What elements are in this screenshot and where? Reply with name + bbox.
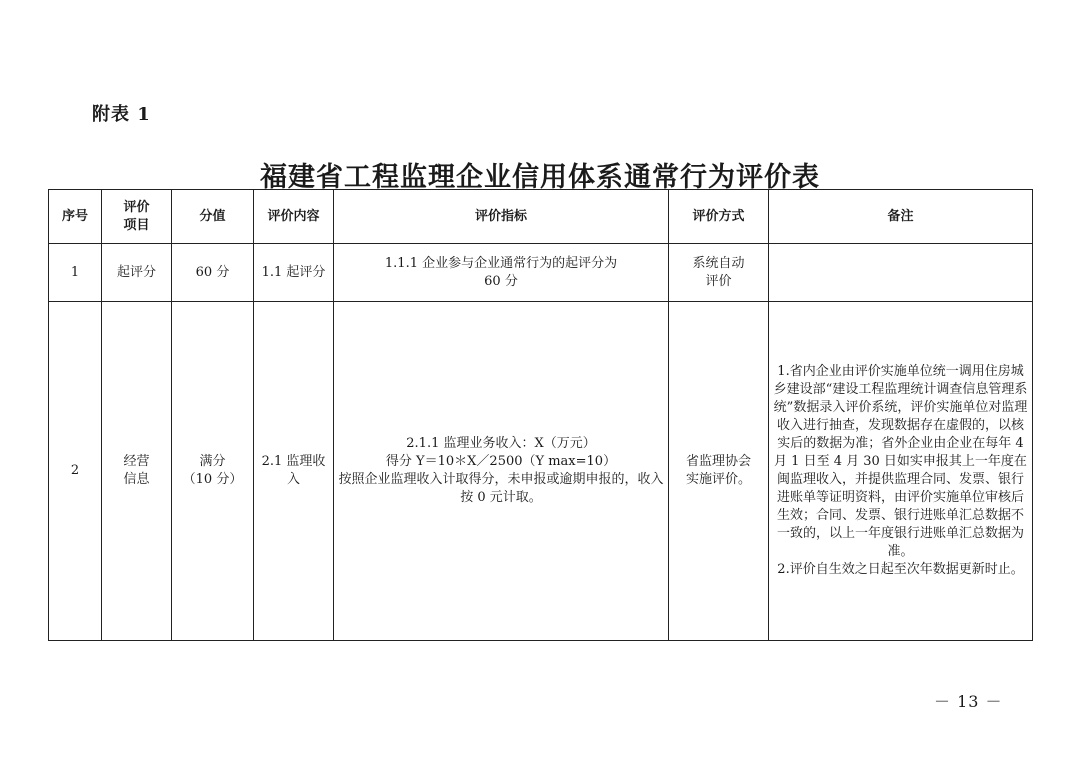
evaluation-table xyxy=(48,189,1033,641)
item-line2: 信息 xyxy=(123,472,150,487)
indicator-line1: 2.1.1 监理业务收入：X（万元） xyxy=(406,436,596,451)
cell-remark xyxy=(769,302,1033,641)
indicator-line2: 得分 Y＝10＊X／2500（Y max=10） xyxy=(385,454,617,469)
cell-score: 60 分 xyxy=(172,244,254,302)
header-item-line1: 评价 xyxy=(123,199,150,215)
cell-method xyxy=(669,302,769,641)
method-line1: 省监理协会 xyxy=(685,454,751,469)
item-line1: 经营 xyxy=(123,454,150,469)
table-header-row xyxy=(49,190,1033,244)
page-number: － 13 － xyxy=(934,692,1003,711)
cell-seq: 1 xyxy=(49,244,102,302)
method-line1: 系统自动 xyxy=(692,255,745,271)
header-seq: 序号 xyxy=(49,190,102,244)
score-line1: 满分 xyxy=(199,454,226,469)
cell-item xyxy=(102,302,172,641)
cell-indicator xyxy=(334,244,669,302)
cell-method xyxy=(669,244,769,302)
header-indicator: 评价指标 xyxy=(334,190,669,244)
header-content: 评价内容 xyxy=(254,190,334,244)
method-line2: 评价 xyxy=(705,273,732,289)
method-line2: 实施评价。 xyxy=(685,472,751,487)
remark-paragraph-1: 1.省内企业由评价实施单位统一调用住房城乡建设部“建设工程监理统计调查信息管理系统”数据录入评价系统，评价实施单位对监理收入进行抽查，发现数据存在虚假的，以核实后的数据为准；省外企业由企业在每年 4 月 1 日至 4 月 30 日如实申报其上一年度在闽监理收入，并提供监理合同、发票、银行进账单等证明资料，由评价实施单位审核后生效；合同、发票、银行进账单汇总数据不一致的，以上一年度银行进账单汇总数据为准。 xyxy=(773,364,1028,559)
document-title: 福建省工程监理企业信用体系通常行为评价表 xyxy=(260,162,820,193)
cell-seq: 2 xyxy=(49,302,102,641)
header-method: 评价方式 xyxy=(669,190,769,244)
indicator-line2: 60 分 xyxy=(484,273,518,289)
header-remark: 备注 xyxy=(769,190,1033,244)
score-line2: （10 分） xyxy=(182,472,243,487)
remark-paragraph-2: 2.评价自生效之日起至次年数据更新时止。 xyxy=(777,562,1024,577)
header-score: 分值 xyxy=(172,190,254,244)
content-line1: 2.1 监理收 xyxy=(261,454,326,469)
cell-indicator xyxy=(334,302,669,641)
cell-score xyxy=(172,302,254,641)
table-row xyxy=(49,302,1033,641)
cell-content xyxy=(254,302,334,641)
indicator-line1: 1.1.1 企业参与企业通常行为的起评分为 xyxy=(384,255,618,271)
header-item xyxy=(102,190,172,244)
table-row xyxy=(49,244,1033,302)
cell-remark xyxy=(769,244,1033,302)
header-item-line2: 项目 xyxy=(123,217,150,233)
cell-content: 1.1 起评分 xyxy=(254,244,334,302)
indicator-line3: 按照企业监理收入计取得分，未申报或逾期申报的，收入按 0 元计取。 xyxy=(338,472,664,505)
cell-item: 起评分 xyxy=(102,244,172,302)
annex-label: 附表 1 xyxy=(92,104,151,125)
content-line2: 入 xyxy=(286,472,300,487)
